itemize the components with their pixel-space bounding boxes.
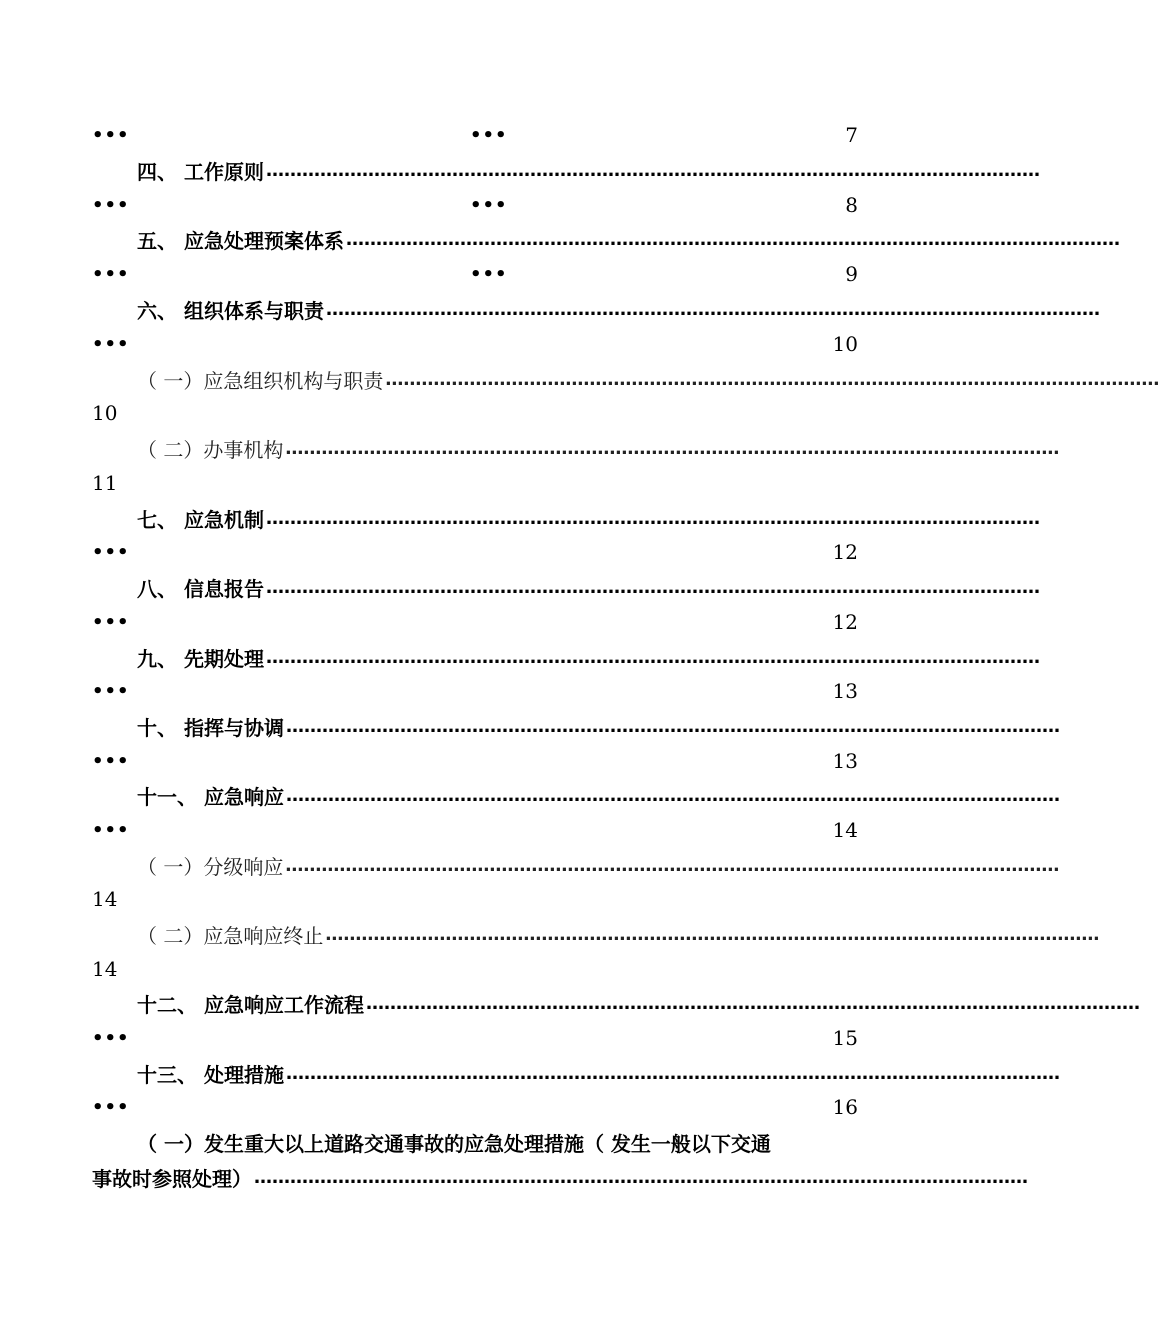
toc-entry-label: 四、 工作原则: [137, 159, 264, 184]
toc-entry[interactable]: [137, 641, 1040, 673]
page-number: 16: [832, 1095, 858, 1119]
page-number: 10: [832, 332, 858, 356]
toc-entry[interactable]: [137, 363, 1159, 395]
toc-entry-label: 十二、 应急响应工作流程: [137, 992, 364, 1017]
toc-entry[interactable]: [137, 154, 1040, 186]
toc-entry-label: 十、 指挥与协调: [137, 715, 284, 740]
toc-entry-label: （ 二）办事机构: [137, 437, 284, 462]
dot-leader: …………………………………………………………………………………………………………………: [365, 992, 1140, 1014]
dot-leader: •••: [470, 263, 508, 285]
toc-entry[interactable]: [137, 1057, 1060, 1089]
dot-leader: …………………………………………………………………………………………………………………: [325, 298, 1100, 320]
dot-leader: …………………………………………………………………………………………………………………: [285, 854, 1060, 876]
toc-continuation: [92, 467, 858, 499]
toc-continuation: [92, 328, 858, 360]
toc-continuation: [92, 745, 858, 777]
toc-continuation: [92, 189, 858, 221]
dot-leader: …………………………………………………………………………………………………………………: [265, 646, 1040, 668]
toc-entry-label: （ 一）分级响应: [137, 854, 284, 879]
page-number: 10: [92, 401, 118, 425]
page-number: 12: [832, 540, 858, 564]
toc-continuation: [92, 536, 858, 568]
dot-leader: •••: [92, 263, 130, 285]
dot-leader: •••: [92, 750, 130, 772]
toc-entry[interactable]: [137, 432, 1060, 464]
toc-entry[interactable]: [137, 710, 1060, 742]
toc-entry-continuation: [92, 1161, 1028, 1193]
dot-leader: •••: [92, 333, 130, 355]
page-number: 9: [845, 262, 858, 286]
dot-leader: •••: [92, 541, 130, 563]
toc-continuation: [92, 1091, 858, 1123]
dot-leader: •••: [470, 194, 508, 216]
page-number: 8: [845, 193, 858, 217]
toc-entry-label: 九、 先期处理: [137, 646, 264, 671]
page-number: 14: [92, 957, 118, 981]
toc-entry-label: 十三、 处理措施: [137, 1062, 284, 1087]
dot-leader: •••: [92, 819, 130, 841]
toc-entry[interactable]: [137, 223, 1120, 255]
dot-leader: …………………………………………………………………………………………………………………: [265, 576, 1040, 598]
page-number: 13: [832, 679, 858, 703]
toc-continuation: [92, 883, 858, 915]
dot-leader: …………………………………………………………………………………………………………………: [285, 437, 1060, 459]
toc-entry-label: 六、 组织体系与职责: [137, 298, 324, 323]
toc-entry[interactable]: [137, 571, 1040, 603]
toc-entry-label: （ 一）发生重大以上道路交通事故的应急处理措施（ 发生一般以下交通: [137, 1131, 771, 1156]
toc-entry[interactable]: [137, 987, 1140, 1019]
toc-continuation: [92, 814, 858, 846]
toc-entry[interactable]: [137, 293, 1100, 325]
dot-leader: •••: [92, 680, 130, 702]
toc-continuation: [92, 258, 858, 290]
dot-leader: •••: [470, 124, 508, 146]
toc-entry[interactable]: [137, 849, 1060, 881]
toc-entry-label: （ 一）应急组织机构与职责: [137, 368, 384, 393]
dot-leader: …………………………………………………………………………………………………………………: [325, 923, 1100, 945]
page-number: 7: [845, 123, 858, 147]
dot-leader: …………………………………………………………………………………………………………………: [285, 715, 1060, 737]
toc-continuation: [92, 606, 858, 638]
toc-entry-label: 八、 信息报告: [137, 576, 264, 601]
toc-entry-label: 五、 应急处理预案体系: [137, 228, 344, 253]
dot-leader: …………………………………………………………………………………………………………………: [385, 368, 1159, 390]
toc-continuation: [92, 119, 858, 151]
dot-leader: …………………………………………………………………………………………………………………: [254, 1166, 1028, 1188]
page-number: 14: [832, 818, 858, 842]
dot-leader: …………………………………………………………………………………………………………………: [345, 228, 1120, 250]
toc-entry-label: 事故时参照处理）: [92, 1166, 252, 1191]
dot-leader: …………………………………………………………………………………………………………………: [285, 784, 1060, 806]
dot-leader: •••: [92, 1096, 130, 1118]
page-number: 14: [92, 887, 118, 911]
toc-entry-label: （ 二）应急响应终止: [137, 923, 324, 948]
dot-leader: …………………………………………………………………………………………………………………: [265, 159, 1040, 181]
toc-entry[interactable]: [137, 779, 1060, 811]
toc-entry-label: 十一、 应急响应: [137, 784, 284, 809]
toc-entry[interactable]: [137, 1126, 858, 1158]
page-number: 11: [92, 471, 118, 495]
page-number: 12: [832, 610, 858, 634]
dot-leader: •••: [92, 194, 130, 216]
page-number: 13: [832, 749, 858, 773]
toc-continuation: [92, 953, 858, 985]
dot-leader: •••: [92, 1027, 130, 1049]
toc-entry-label: 七、 应急机制: [137, 507, 264, 532]
toc-continuation: [92, 675, 858, 707]
toc-continuation: [92, 1022, 858, 1054]
dot-leader: •••: [92, 124, 130, 146]
toc-continuation: [92, 397, 858, 429]
dot-leader: •••: [92, 611, 130, 633]
toc-entry[interactable]: [137, 502, 1040, 534]
page-number: 15: [832, 1026, 858, 1050]
dot-leader: …………………………………………………………………………………………………………………: [265, 507, 1040, 529]
toc-entry[interactable]: [137, 918, 1100, 950]
dot-leader: …………………………………………………………………………………………………………………: [285, 1062, 1060, 1084]
